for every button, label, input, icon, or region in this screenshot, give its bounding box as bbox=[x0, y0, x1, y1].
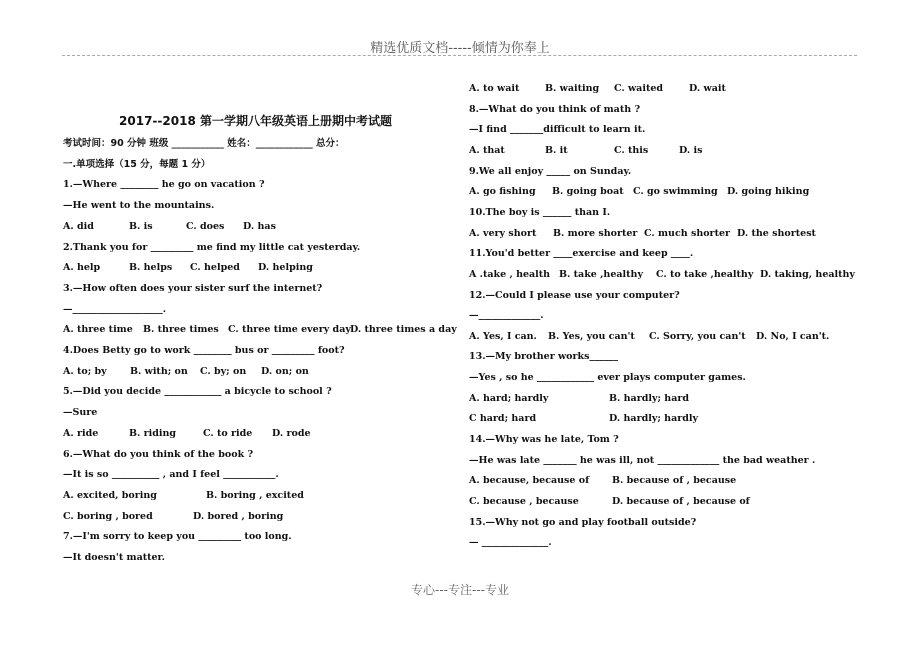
left-question-line: 1.—Where ________ he go on vacation ? bbox=[63, 179, 265, 191]
answer-option: B. with; on bbox=[130, 365, 188, 377]
answer-option: D. the shortest bbox=[737, 227, 816, 239]
answer-option: A .take , health bbox=[469, 268, 551, 280]
answer-option: A. that bbox=[469, 144, 505, 156]
page-header: 精选优质文档-----倾情为你奉上 bbox=[370, 41, 550, 56]
answer-option: A. three time bbox=[63, 324, 133, 336]
answer-option: B. riding bbox=[129, 427, 177, 439]
answer-option: C. because , because bbox=[469, 496, 579, 507]
left-question-line: —___________________. bbox=[63, 303, 167, 315]
answer-option: B. is bbox=[129, 220, 153, 232]
right-question-line: — ______________. bbox=[469, 537, 552, 549]
left-question-line: 3.—How often does your sister surf the internet? bbox=[63, 282, 323, 294]
left-question-line: 7.—I'm sorry to keep you _________ too long. bbox=[63, 531, 292, 543]
answer-option: C. three time every day bbox=[228, 324, 351, 336]
answer-option: D. is bbox=[679, 144, 703, 156]
left-question-line: 4.Does Betty go to work ________ bus or _________ foot? bbox=[63, 345, 345, 356]
answer-option: D. has bbox=[243, 220, 276, 232]
right-question-line: 12.—Could I please use your computer? bbox=[469, 289, 680, 301]
answer-option: C. go swimming bbox=[633, 186, 718, 198]
answer-option: B. it bbox=[545, 144, 568, 156]
right-question-line: 15.—Why not go and play football outside? bbox=[469, 516, 697, 528]
exam-title: 2017--2018 第一学期八年级英语上册期中考试题 bbox=[119, 114, 392, 128]
left-options-row bbox=[63, 220, 448, 234]
answer-option: A. hard; hardly bbox=[469, 392, 549, 404]
answer-option: D. taking, healthy bbox=[760, 268, 855, 280]
left-question-line: 6.—What do you think of the book ? bbox=[63, 448, 254, 460]
right-options-row bbox=[469, 392, 869, 406]
answer-option: A. because, because of bbox=[469, 475, 590, 487]
left-question-line: 2.Thank you for _________ me find my little cat yesterday. bbox=[63, 241, 361, 253]
answer-option: D. on; on bbox=[261, 365, 309, 377]
answer-option: B. three times bbox=[143, 324, 219, 336]
left-question-line: —It is so __________ , and I feel ___________. bbox=[63, 469, 279, 481]
right-question-line: —He was late _______ he was ill, not _____________ the bad weather . bbox=[469, 454, 816, 466]
answer-option: C. waited bbox=[614, 83, 664, 94]
answer-option: A. excited, boring bbox=[63, 489, 157, 501]
answer-option: D. rode bbox=[272, 427, 311, 439]
answer-option: D. wait bbox=[689, 83, 726, 94]
answer-option: C. by; on bbox=[200, 365, 247, 377]
answer-option: B. hardly; hard bbox=[609, 392, 690, 404]
answer-option: A. go fishing bbox=[469, 186, 536, 198]
answer-option: B. take ,healthy bbox=[559, 268, 643, 280]
answer-option: B. helps bbox=[129, 262, 173, 274]
answer-option: C. Sorry, you can't bbox=[649, 330, 746, 342]
answer-option: C. this bbox=[614, 144, 649, 156]
right-options-row bbox=[469, 144, 869, 158]
header-divider bbox=[62, 55, 857, 56]
right-options-row bbox=[469, 185, 869, 199]
answer-option: D. helping bbox=[258, 262, 313, 274]
left-options-row bbox=[63, 365, 448, 379]
right-options-row bbox=[469, 412, 869, 426]
left-options-row bbox=[63, 261, 448, 275]
right-question-line: —Yes , so he ____________ ever plays computer games. bbox=[469, 372, 746, 384]
left-options-row bbox=[63, 427, 448, 441]
answer-option: A. Yes, I can. bbox=[469, 330, 537, 342]
answer-option: D. three times a day bbox=[350, 324, 457, 336]
answer-option: B. waiting bbox=[545, 83, 600, 94]
answer-option: D. bored , boring bbox=[193, 510, 284, 522]
right-question-line: 11.You'd better ____exercise and keep ____. bbox=[469, 248, 694, 260]
answer-option: A. to; by bbox=[63, 365, 107, 377]
answer-option: A. to wait bbox=[469, 83, 520, 94]
answer-option: B. going boat bbox=[552, 186, 624, 198]
right-question-line: 10.The boy is ______ than I. bbox=[469, 206, 611, 218]
right-options-row bbox=[469, 330, 869, 344]
right-options-row bbox=[469, 268, 869, 282]
right-question-line: 9.We all enjoy _____ on Sunday. bbox=[469, 165, 632, 177]
answer-option: A. ride bbox=[63, 427, 99, 439]
right-question-line: —_____________. bbox=[469, 310, 544, 322]
answer-option: A. did bbox=[63, 220, 94, 232]
right-options-row bbox=[469, 227, 869, 241]
left-options-row bbox=[63, 510, 448, 524]
left-question-line: —Sure bbox=[63, 407, 98, 419]
answer-option: C. to take ,healthy bbox=[656, 268, 754, 280]
page-footer: 专心---专注---专业 bbox=[411, 583, 509, 597]
answer-option: B. because of , because bbox=[612, 475, 737, 487]
right-options-row bbox=[469, 474, 869, 488]
left-question-line: —It doesn't matter. bbox=[63, 552, 165, 563]
right-question-line: 14.—Why was he late, Tom ? bbox=[469, 434, 619, 446]
answer-option: B. Yes, you can't bbox=[548, 330, 635, 342]
exam-info-line: 考试时间：90 分钟 班级 ___________ 姓名：____________ 总分： bbox=[63, 138, 345, 149]
right-options-row bbox=[469, 495, 869, 509]
answer-option: C. much shorter bbox=[644, 227, 731, 239]
answer-option: C. to ride bbox=[203, 427, 253, 439]
answer-option: A. very short bbox=[469, 227, 537, 239]
answer-option: A. help bbox=[63, 262, 101, 274]
answer-option: C hard; hard bbox=[469, 413, 537, 425]
right-options-row bbox=[469, 82, 869, 96]
answer-option: D. hardly; hardly bbox=[609, 413, 699, 425]
answer-option: D. because of , because of bbox=[612, 496, 750, 507]
answer-option: C. helped bbox=[190, 262, 240, 274]
right-question-line: 8.—What do you think of math ? bbox=[469, 103, 641, 115]
answer-option: C. boring , bored bbox=[63, 510, 153, 522]
section-heading: 一.单项选择（15 分，每题 1 分） bbox=[63, 158, 211, 170]
answer-option: B. boring , excited bbox=[206, 489, 304, 501]
left-question-line: 5.—Did you decide ____________ a bicycle to school ? bbox=[63, 386, 332, 398]
left-options-row bbox=[63, 489, 448, 503]
answer-option: D. going hiking bbox=[727, 186, 810, 198]
right-question-line: —I find _______difficult to learn it. bbox=[469, 124, 646, 136]
right-question-line: 13.—My brother works______ bbox=[469, 351, 618, 363]
answer-option: D. No, I can't. bbox=[756, 330, 830, 342]
left-question-line: —He went to the mountains. bbox=[63, 200, 215, 212]
answer-option: B. more shorter bbox=[553, 227, 638, 239]
left-options-row bbox=[63, 323, 457, 337]
answer-option: C. does bbox=[186, 220, 225, 232]
